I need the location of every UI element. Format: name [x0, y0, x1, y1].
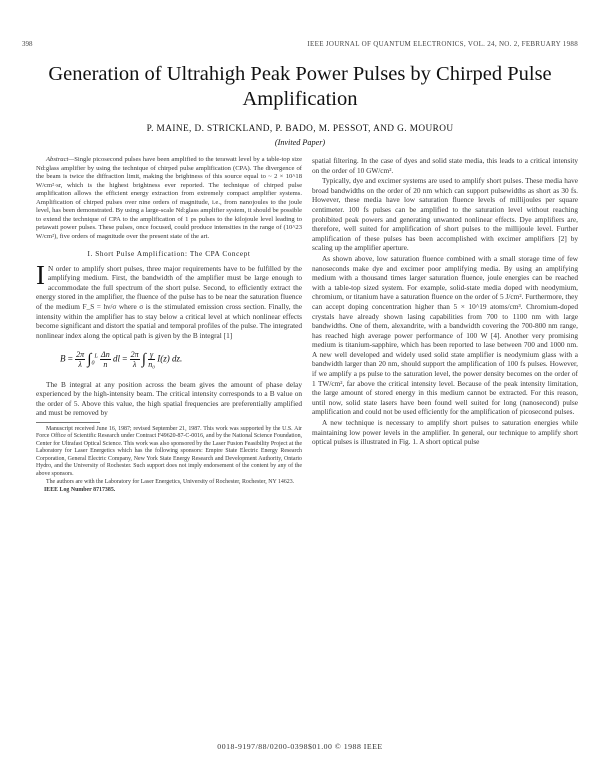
paper-type: (Invited Paper): [274, 138, 326, 147]
eq-n2: [148, 350, 155, 369]
eq-coef2: [130, 350, 140, 369]
right-paragraph-1: spatial filtering. In the case of dyes and solid state media, this leads to a critical intensity on the order of 10 GW/cm².: [312, 156, 578, 175]
copyright-footer: 0018-9197/88/0200-0398$01.00 © 1988 IEEE: [217, 742, 383, 751]
eq-ratio: [100, 350, 111, 369]
footnote-manuscript: Manuscript received June 16, 1987; revised September 21, 1987. This work was supported by the U.S. Air Force Office of Scientific Research under Contract F49620-87-C-0016, and by the National Science Foundation, Center for Ultrafast Optical Science. This work was also sponsored by the Laser Fusion Feasibility Project at the Laboratory for Laser Energetics which has the following sponsors: Empire State Electric Energy Research Corporation, General Electric Company, New York State Energy Research and Development Authority, Ontario Hydro, and the University of Rochester. Such support does not imply endorsement of the content by any of the above sponsors.: [36, 426, 302, 477]
eq-equals-1: =: [67, 353, 73, 364]
abstract: [36, 156, 302, 241]
right-paragraph-2: Typically, dye and excimer systems are used to amplify short pulses. These media have broad bandwidths on the order of 20 nm which can support pulsewidths as short as 30 fs. However, these media have low saturation fluence levels of millijoules per square centimeter. 100 fs pulses can be amplified to the saturation level without reaching prohibited peak powers and generating unwanted nonlinear effects. Dye amplifiers are, therefore, well suited for amplification of short pulses to the millijoule level. Further amplification of these pulses has been accomplished with excimer amplifiers [2] by scaling up the amplifier aperture.: [312, 176, 578, 253]
eq-lhs: B: [60, 353, 66, 364]
footnote-affiliation: The authors are with the Laboratory for Laser Energetics, University of Rochester, Rochester, NY 14623.: [46, 478, 295, 485]
left-column: [36, 156, 302, 496]
eq-lower: 0: [91, 360, 95, 367]
drop-cap: I: [36, 259, 45, 290]
eq-coef-num: 2π: [76, 350, 85, 360]
right-paragraph-4: A new technique is necessary to amplify short pulses to saturation energies while maintaining low power levels in the amplifier. In general, our technique to amplify short optical pulses is illustrated in Fig. 1. A short optical pulse: [312, 418, 578, 447]
integral-sign: ∫: [87, 351, 92, 368]
eq-coef: [75, 350, 85, 369]
eq-upper: L: [94, 353, 98, 360]
abstract-text: Single picosecond pulses have been amplified to the terawatt level by a table-top size Nd:glass amplifier by using the technique of chirped pulse amplification (CPA). The divergence of the beam is twice the diffraction limit, making the brightness of this source equal to ~ 2 × 10^18 W/cm²·sr, which is the highest brightness ever reported. The technique of chirped pulse amplification allows the efficient energy extraction from extremely compact amplifier systems. Amplification of chirped pulses over nine orders of magnitude, i.e., from nanojoules to the joule level, has been demonstrated. By using a large-scale Nd:glass amplifier system, it should be possible to extend the technique of CPA to the amplification of 1 ps pulses to the kilojoule level leading to petawatt power pulses. These pulses, once focused, could produce intensities in the range of (10^23 W/cm²), five orders of magnitude over the present state of the art.: [36, 156, 302, 240]
running-header: [22, 40, 578, 52]
journal-header: IEEE JOURNAL OF QUANTUM ELECTRONICS, VOL. 24, NO. 2, FEBRUARY 1988: [307, 40, 578, 48]
eq-coef2-den: λ: [132, 360, 137, 370]
eq-equals-2: =: [122, 353, 128, 364]
page-number: 398: [22, 40, 33, 48]
intro-text: N order to amplify short pulses, three major requirements have to be fulfilled by the amplifying medium. First, the bandwidth of the amplifier must be large enough to accommodate the full spectrum of the short pulse. Second, to efficiently extract the energy stored in the amplifier, the fluence of the pulse has to be near the saturation fluence of the medium F_S = hν/σ where σ is the stimulated emission cross section. Finally, the intensity within the amplifier has to stay below a critical level at which nonlinear effects become significant and distort the spatial and temporal profiles of the pulse. The integrated nonlinear index along the optical path is given by the B integral [1]: [36, 263, 302, 340]
eq-n2-den: n₀: [148, 360, 155, 370]
right-column: [312, 156, 578, 448]
footnote-rule: [36, 422, 100, 423]
eq-ratio-den: n: [103, 360, 108, 370]
b-integral-paragraph: The B integral at any position across the beam gives the amount of phase delay experienced by the high-intensity beam. The critical intensity corresponds to a B value on the order of 5. Above this value, the high spatial frequencies are preferentially amplified and must be removed by: [36, 379, 302, 418]
abstract-label: Abstract—: [46, 156, 75, 163]
eq-coef-den: λ: [78, 360, 82, 370]
eq-n2-num: γ: [150, 350, 154, 360]
footnote-log-number: IEEE Log Number 8717385.: [44, 487, 116, 494]
eq-tail: dl: [113, 353, 121, 364]
section-heading: I. Short Pulse Amplification: The CPA Concept: [87, 250, 251, 258]
b-integral-equation: [60, 350, 302, 369]
eq-tail2: I(z) dz.: [157, 353, 183, 364]
author-list: P. MAINE, D. STRICKLAND, P. BADO, M. PESSOT, AND G. MOUROU: [146, 124, 454, 134]
eq-coef2-num: 2π: [130, 350, 139, 360]
paper-title: Generation of Ultrahigh Peak Power Pulses by Chirped Pulse Amplification: [48, 63, 552, 110]
eq-ratio-num: Δn: [101, 350, 110, 360]
right-paragraph-3: As shown above, low saturation fluence combined with a small storage time of few nanoseconds make dye and excimer poor amplifying media. By using an amplifying medium with a thousand times larger saturation fluence, joule energies can be reached with a table-top sized system. For example, solid-state media doped with neodymium, chromium, or titanium have a saturation fluence on the order of 5 J/cm². Furthermore, they can accept doping concentration higher than 5 × 10^19 atoms/cm³. Chromium-doped crystals have already shown lasing capabilities from 700 to 1100 nm with large bandwidths. One of them, alexandrite, with a bandwidth covering the 700-800 nm range, has reached high average power performance of 100 W [4]. Another very promising medium is titanium-sapphire, which has been reported to lase between 700 and 1000 nm. A new well developed and widely used solid state amplifier is neodymium glass with a bandwidth larger than 20 nm, should support the amplification of 100 fs pulses. However, if we amplify a ps pulse to the saturation level, the power density becomes on the order of 1 TW/cm², far above the critical intensity level. Because of the peak intensity limitation, the large amount of stored energy in this medium cannot be extracted. For this reason, until now, solid state lasers have been found well suited for long (nanosecond) pulse amplification and could not be used efficiently for the amplification of picosecond pulses.: [312, 253, 578, 417]
integral-sign-2: ∫: [141, 351, 146, 368]
intro-paragraph: [36, 259, 302, 341]
